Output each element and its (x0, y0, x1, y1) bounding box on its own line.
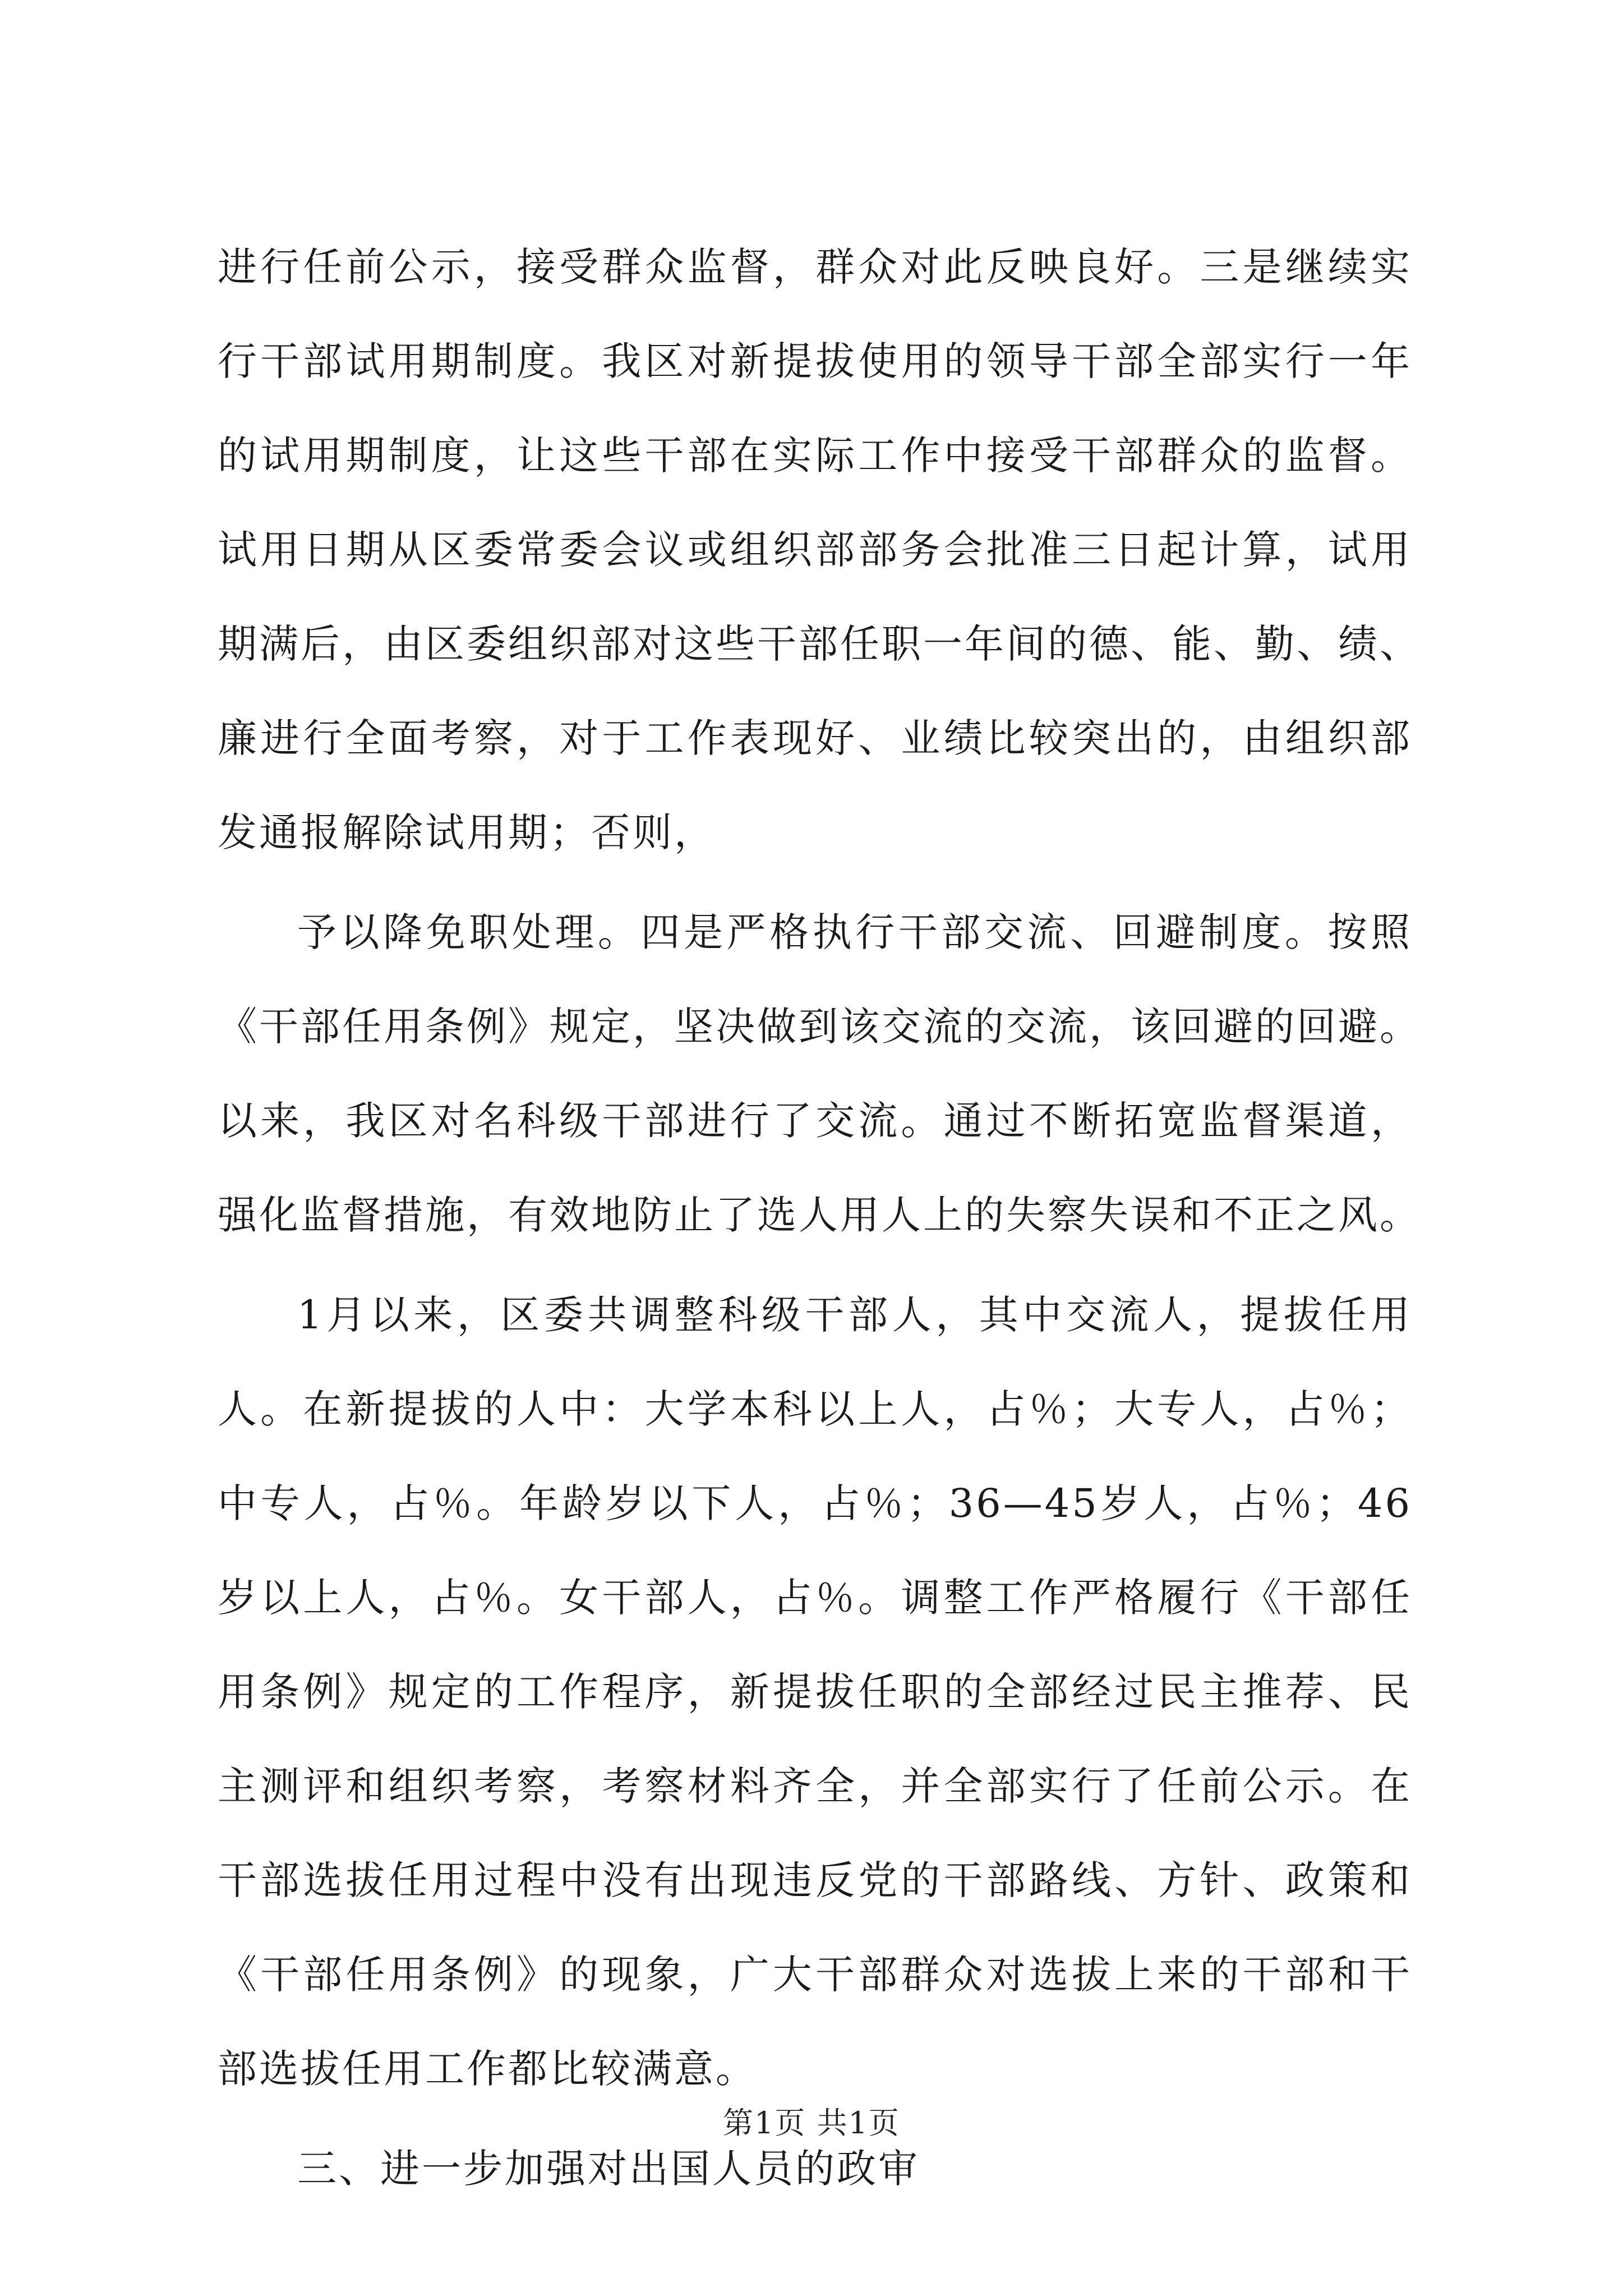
text-line: 试用日期从区委常委会议或组织部部务会批准三日起计算，试用 (218, 527, 1412, 573)
section-heading: 三、进一步加强对出国人员的政审 (297, 2146, 920, 2192)
text-line: 用条例》规定的工作程序，新提拔任职的全部经过民主推荐、民 (218, 1669, 1412, 1715)
text-line: 廉进行全面考察，对于工作表现好、业绩比较突出的，由组织部 (218, 715, 1412, 761)
paragraph-start-line: 1月以来，区委共调整科级干部人，其中交流人，提拔任用 (297, 1292, 1412, 1338)
paragraph-start-line: 予以降免职处理。四是严格执行干部交流、回避制度。按照 (297, 909, 1412, 955)
text-line: 以来，我区对名科级干部进行了交流。通过不断拓宽监督渠道， (218, 1098, 1412, 1144)
text-line: 岁以上人，占％。女干部人，占％。调整工作严格履行《干部任 (218, 1575, 1412, 1621)
text-line: 进行任前公示，接受群众监督，群众对此反映良好。三是继续实 (218, 244, 1412, 290)
text-line: 的试用期制度，让这些干部在实际工作中接受干部群众的监督。 (218, 432, 1412, 478)
text-line: 主测评和组织考察，考察材料齐全，并全部实行了任前公示。在 (218, 1763, 1412, 1809)
text-line: 行干部试用期制度。我区对新提拔使用的领导干部全部实行一年 (218, 338, 1412, 384)
text-line: 《干部任用条例》的现象，广大干部群众对选拔上来的干部和干 (218, 1952, 1412, 1998)
text-line: 《干部任用条例》规定，坚决做到该交流的交流，该回避的回避。 (218, 1004, 1421, 1050)
document-body (218, 220, 1421, 2216)
text-line: 期满后，由区委组织部对这些干部任职一年间的德、能、勤、绩、 (218, 621, 1421, 667)
text-line: 中专人，占％。年龄岁以下人，占％；36—45岁人，占％；46 (218, 1480, 1412, 1526)
text-line: 强化监督措施，有效地防止了选人用人上的失察失误和不正之风。 (218, 1192, 1421, 1238)
text-line: 干部选拔任用过程中没有出现违反党的干部路线、方针、政策和 (218, 1857, 1412, 1903)
text-line: 部选拔任用工作都比较满意。 (218, 2046, 757, 2092)
page-footer: 第1页 共1页 (723, 2105, 900, 2141)
text-line: 发通报解除试用期；否则， (218, 809, 716, 855)
text-line: 人。在新提拔的人中：大学本科以上人，占％；大专人，占％； (218, 1386, 1412, 1432)
